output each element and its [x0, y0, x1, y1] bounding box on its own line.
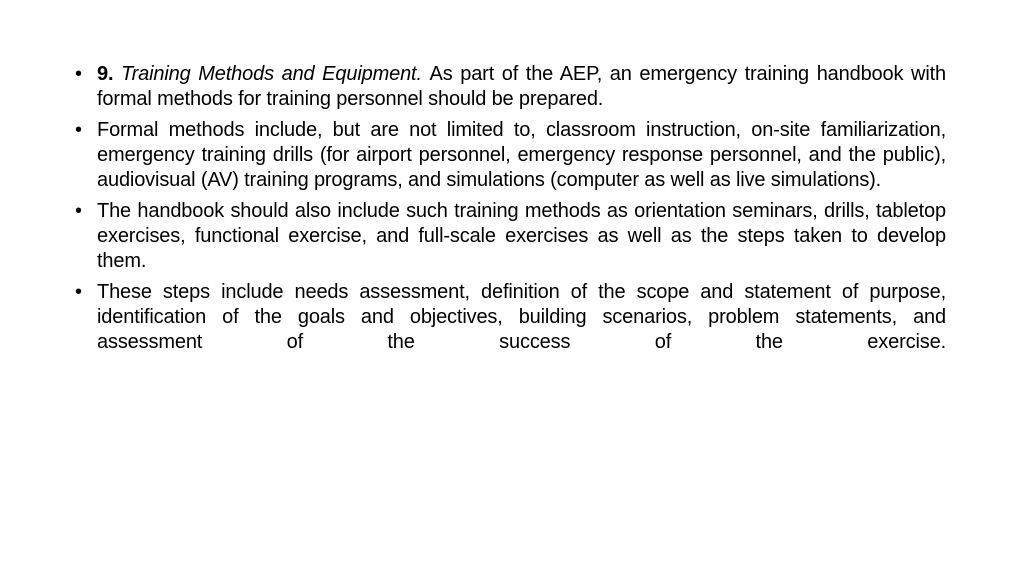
- bullet-item-handbook: [75, 199, 946, 274]
- bullet-text: As part of the AEP, an emergency training handbook with formal methods for training personnel should be prepared.: [97, 63, 946, 110]
- section-number: 9.: [97, 63, 122, 85]
- bullet-dot-icon: •: [75, 63, 82, 85]
- bullet-item-training-methods: [75, 62, 946, 112]
- bullet-dot-icon: •: [75, 119, 82, 141]
- bullet-text: These steps include needs assessment, definition of the scope and statement of purpose, identification of the goals and objectives, building scenarios, problem statements, and assessment of the success of the exercise.: [97, 281, 946, 353]
- bullet-text: Formal methods include, but are not limited to, classroom instruction, on-site familiarization, emergency training drills (for airport personnel, emergency response personnel, and the public), audiovisual (AV) training programs, and simulations (computer as well as live simulations).: [97, 119, 946, 191]
- bullet-item-formal-methods: [75, 118, 946, 193]
- bullet-dot-icon: •: [75, 281, 82, 303]
- section-heading: Training Methods and Equipment.: [121, 63, 430, 85]
- bullet-dot-icon: •: [75, 200, 82, 222]
- bullet-text: The handbook should also include such training methods as orientation seminars, drills, tabletop exercises, functional exercise, and full-scale exercises as well as the steps taken to develop them.: [97, 200, 946, 272]
- bullet-list: [75, 62, 946, 361]
- bullet-item-steps: [75, 280, 946, 355]
